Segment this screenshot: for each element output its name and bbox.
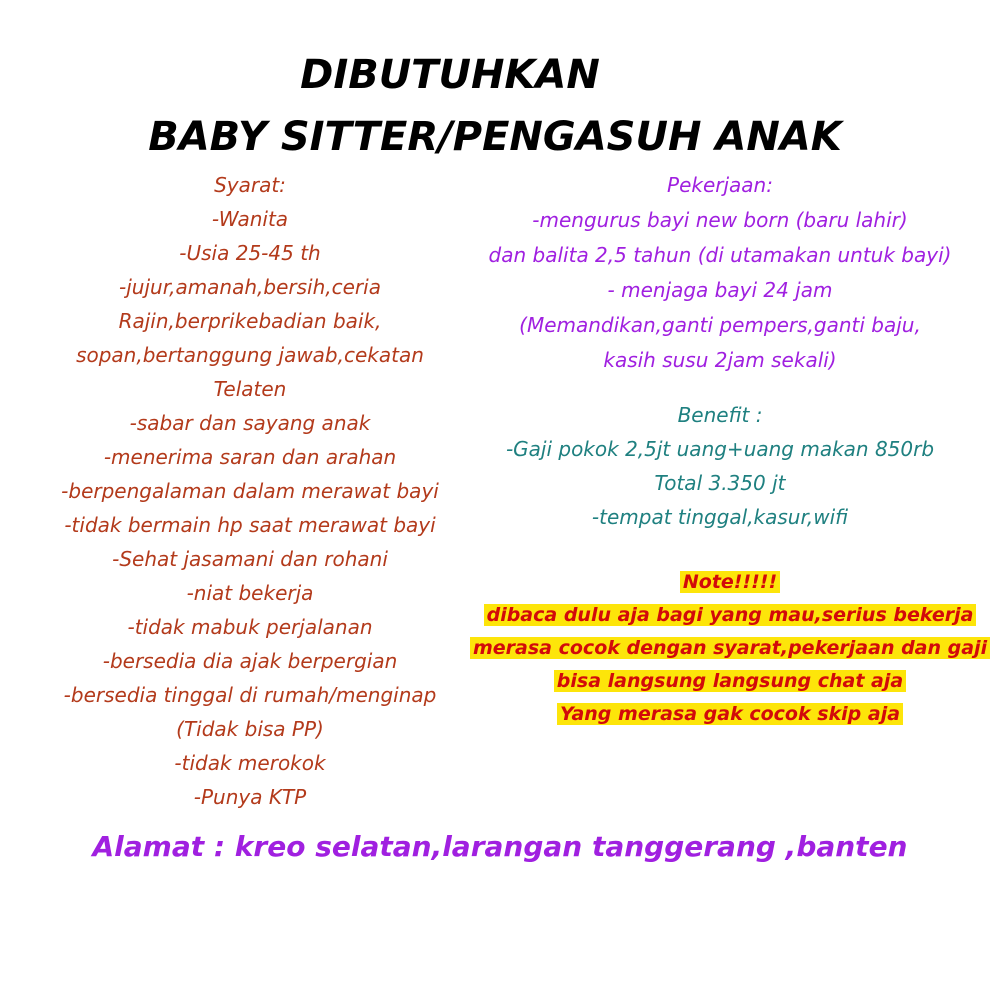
note-item: dibaca dulu aja bagi yang mau,serius bekerja xyxy=(484,604,977,626)
syarat-item: -menerima saran dan arahan xyxy=(103,445,397,469)
syarat-item: -tidak merokok xyxy=(174,751,326,775)
pekerjaan-section xyxy=(440,168,1000,378)
syarat-heading: Syarat: xyxy=(214,173,286,197)
benefit-item: -Gaji pokok 2,5jt uang+uang makan 850rb xyxy=(505,437,935,461)
syarat-item: sopan,bertanggung jawab,cekatan xyxy=(76,343,424,367)
note-item: merasa cocok dengan syarat,pekerjaan dan gaji xyxy=(470,637,990,659)
syarat-section xyxy=(20,168,480,814)
syarat-item: -tidak mabuk perjalanan xyxy=(127,615,373,639)
syarat-item: -Usia 25-45 th xyxy=(179,241,321,265)
pekerjaan-item: kasih susu 2jam sekali) xyxy=(603,348,837,372)
syarat-item: -berpengalaman dalam merawat bayi xyxy=(61,479,439,503)
syarat-item: -tidak bermain hp saat merawat bayi xyxy=(64,513,436,537)
benefit-heading: Benefit : xyxy=(677,403,763,427)
syarat-item: -niat bekerja xyxy=(186,581,314,605)
syarat-item: Rajin,berprikebadian baik, xyxy=(118,309,382,333)
syarat-item: Telaten xyxy=(213,377,287,401)
syarat-item: -bersedia tinggal di rumah/menginap xyxy=(63,683,437,707)
benefit-item: Total 3.350 jt xyxy=(654,471,786,495)
pekerjaan-item: dan balita 2,5 tahun (di utamakan untuk bayi) xyxy=(488,243,952,267)
pekerjaan-item: - menjaga bayi 24 jam xyxy=(607,278,833,302)
note-item: Yang merasa gak cocok skip aja xyxy=(557,703,903,725)
pekerjaan-heading: Pekerjaan: xyxy=(667,173,773,197)
note-item: bisa langsung langsung chat aja xyxy=(554,670,906,692)
syarat-item: -jujur,amanah,bersih,ceria xyxy=(119,275,381,299)
syarat-item: -Wanita xyxy=(211,207,289,231)
syarat-item: (Tidak bisa PP) xyxy=(176,717,324,741)
address-text: Alamat : kreo selatan,larangan tanggerang ,banten xyxy=(92,830,908,863)
poster-title: DIBUTUHKAN xyxy=(300,52,600,98)
pekerjaan-item: -mengurus bayi new born (baru lahir) xyxy=(532,208,908,232)
syarat-item: -sabar dan sayang anak xyxy=(129,411,371,435)
note-section xyxy=(470,566,990,731)
benefit-section xyxy=(490,398,950,534)
pekerjaan-item: (Memandikan,ganti pempers,ganti baju, xyxy=(519,313,921,337)
benefit-item: -tempat tinggal,kasur,wifi xyxy=(591,505,849,529)
poster-subtitle: BABY SITTER/PENGASUH ANAK xyxy=(148,114,842,160)
syarat-item: -Sehat jasamani dan rohani xyxy=(112,547,388,571)
note-heading: Note!!!!! xyxy=(680,571,780,593)
syarat-item: -bersedia dia ajak berpergian xyxy=(102,649,398,673)
syarat-item: -Punya KTP xyxy=(193,785,307,809)
